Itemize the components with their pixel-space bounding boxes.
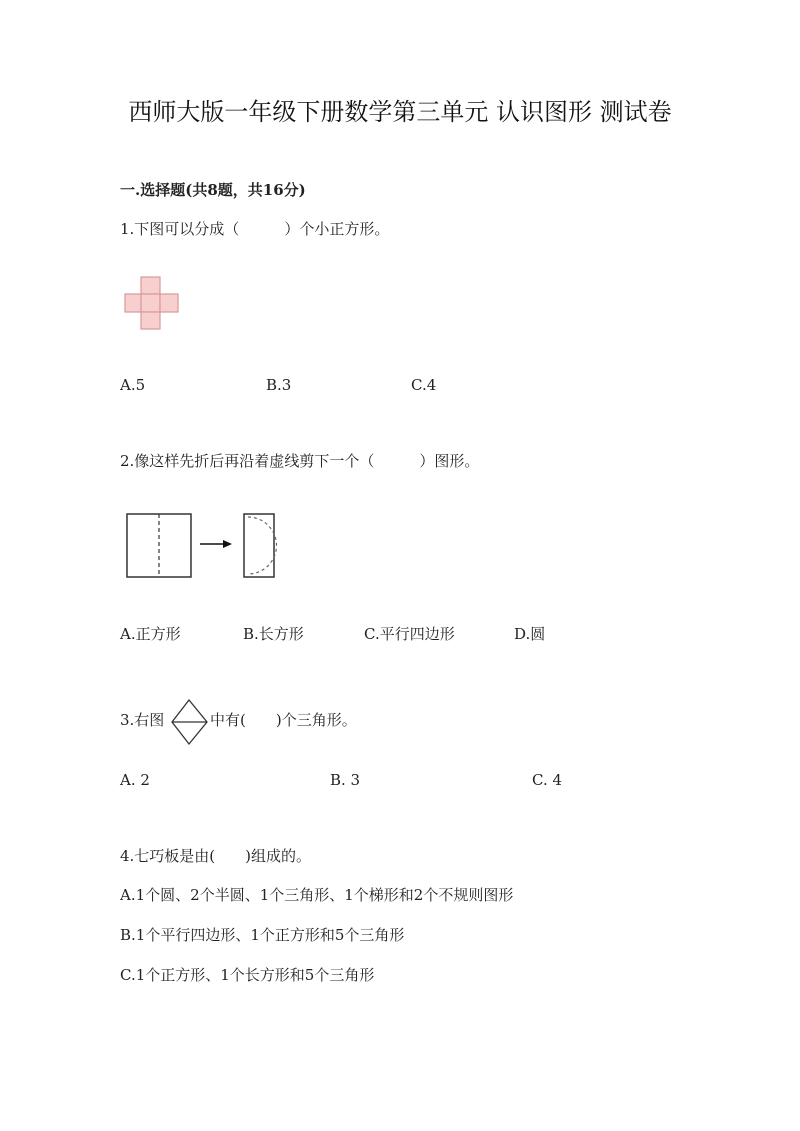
question-1-stem: 1.下图可以分成（ ）个小正方形。 [120,220,390,238]
page-title: 西师大版一年级下册数学第三单元 认识图形 测试卷 [128,98,672,126]
diamond-triangles-figure [170,697,210,749]
cross-shape-figure [120,272,182,334]
question-2-option-b[interactable]: B.长方形 [243,625,304,643]
cross-square-left [125,294,141,312]
question-1-option-b[interactable]: B.3 [266,376,292,394]
question-4-option-c[interactable]: C.1个正方形、1个长方形和5个三角形 [120,966,375,984]
cut-arc [248,517,276,574]
question-2-option-c[interactable]: C.平行四边形 [364,625,455,643]
cross-square-bottom [141,312,160,329]
cross-square-right [160,294,178,312]
question-3-option-a[interactable]: A. 2 [120,771,150,789]
question-2-option-a[interactable]: A.正方形 [120,625,181,643]
question-4-option-a[interactable]: A.1个圆、2个半圆、1个三角形、1个梯形和2个不规则图形 [120,886,514,904]
cross-square-top [141,277,160,294]
question-1-option-c[interactable]: C.4 [411,376,437,394]
section-heading: 一.选择题(共8题，共16分) [120,181,306,199]
question-4-stem: 4.七巧板是由( )组成的。 [120,847,312,865]
folded-paper [244,514,274,577]
question-4-option-b[interactable]: B.1个平行四边形、1个正方形和5个三角形 [120,926,405,944]
question-3-option-b[interactable]: B. 3 [330,771,361,789]
question-3-stem-before: 3.右图 [120,711,165,729]
question-3-option-c[interactable]: C. 4 [532,771,563,789]
fold-and-cut-figure [120,505,290,587]
question-2-option-d[interactable]: D.圆 [514,625,546,643]
arrow-icon [223,540,232,548]
question-1-option-a[interactable]: A.5 [120,376,146,394]
cross-square-center [141,294,160,312]
question-2-stem: 2.像这样先折后再沿着虚线剪下一个（ ）图形。 [120,452,480,470]
question-3-stem-after: 中有( )个三角形。 [210,711,357,729]
